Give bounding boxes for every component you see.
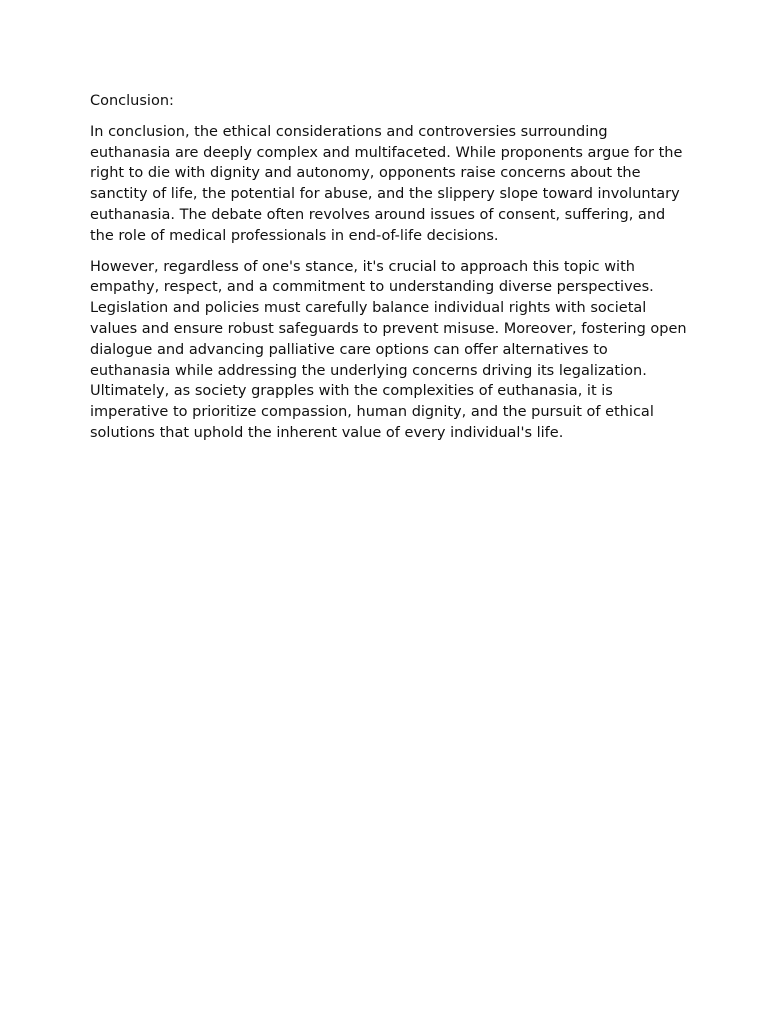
section-heading: Conclusion: <box>90 93 174 109</box>
document-body <box>90 91 690 454</box>
paragraph-2: However, regardless of one's stance, it's crucial to approach this topic with empathy, respect, and a commitment to understanding diverse perspectives. Legislation and policies must carefully balance individual rights with societal values and ensure robust safeguards to prevent misuse. Moreover, fostering open dialogue and advancing palliative care options can offer alternatives to euthanasia while addressing the underlying concerns driving its legalization. Ultimately, as society grapples with the complexities of euthanasia, it is imperative to prioritize compassion, human dignity, and the pursuit of ethical solutions that uphold the inherent value of every individual's life. <box>90 258 687 441</box>
paragraph-1: In conclusion, the ethical considerations and controversies surrounding euthanasia are deeply complex and multifaceted. While proponents argue for the right to die with dignity and autonomy, opponents raise concerns about the sanctity of life, the potential for abuse, and the slippery slope toward involuntary euthanasia. The debate often revolves around issues of consent, suffering, and the role of medical professionals in end-of-life decisions. <box>90 123 683 244</box>
